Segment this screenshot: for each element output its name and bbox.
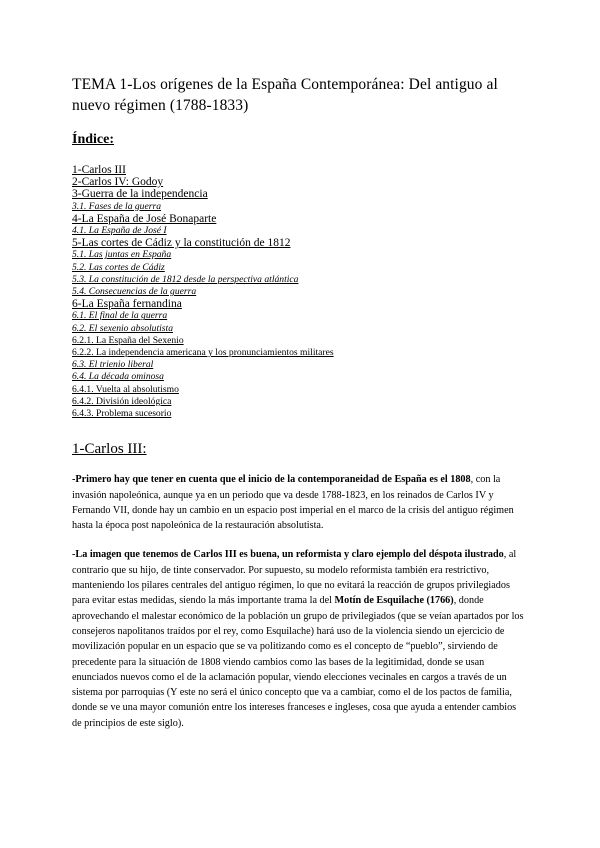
toc-item [72, 176, 528, 188]
toc-link[interactable]: 5-Las cortes de Cádiz y la constitución de 1812 [72, 237, 291, 250]
paragraph [72, 472, 528, 533]
toc-link[interactable]: 6.4.1. Vuelta al absolutismo [72, 383, 179, 395]
toc-item [72, 213, 528, 225]
toc-item [72, 286, 528, 298]
text-run: , donde aprovechando el malestar económico de la población un grupo de privilegiados (que se veían apartados por los consejeros napolitanos traídos por el rey, como Esquilache) hará uso de la violencia siendo un ejercicio de movilización popular en un espacio que se va politizando como es el concepto de “pueblo”, sirviendo de precedente para la situación de 1808 viendo cambios como las bases de la legitimidad, donde se usan enunciados nuevos como el de la aclamación popular, viendo elecciones vecinales en cargos a través de un sistema por parroquias (Y este no será el único concepto que va a cambiar, como el de los pactos de familia, donde se ve una mayor comunión entre los intereses franceses e ingleses, cosa que ayuda a entender cambios de principios de este siglo). [72, 595, 524, 729]
toc-item [72, 371, 528, 383]
toc-link[interactable]: 4.1. La España de José I [72, 225, 167, 237]
document-title: TEMA 1-Los orígenes de la España Contemporánea: Del antiguo al nuevo régimen (1788-1833) [72, 76, 498, 114]
toc-item [72, 188, 528, 200]
toc-link[interactable]: 6.2.2. La independencia americana y los pronunciamientos militares [72, 347, 334, 359]
toc-item [72, 201, 528, 213]
toc-link[interactable]: 1-Carlos III [72, 164, 126, 176]
toc-item [72, 164, 528, 176]
toc-link[interactable]: 6.2.1. La España del Sexenio [72, 334, 184, 346]
text-run: , al contrario que su hijo, de tinte conservador. Por supuesto, su modelo reformista también era restrictivo, manteniendo los pilares centrales del antiguo régimen, lo que no evitará la reacción de grupos privilegiados para evitar estas medidas, siendo la más importante trama la del [72, 549, 517, 607]
toc-item [72, 262, 528, 274]
bold-text: -La imagen que tenemos de Carlos III es buena, un reformista y claro ejemplo del déspota ilustrado [72, 549, 504, 561]
document-page [72, 74, 528, 745]
toc-item [72, 335, 528, 347]
toc-link[interactable]: 6.4.3. Problema sucesorio [72, 408, 172, 420]
toc-link[interactable]: 6.3. El trienio liberal [72, 359, 154, 371]
toc-link[interactable]: 2-Carlos IV: Godoy [72, 176, 164, 189]
bold-text: -Primero hay que tener en cuenta que el inicio de la contemporaneidad de España es el 1808 [72, 474, 471, 486]
toc-item [72, 237, 528, 249]
toc-item [72, 323, 528, 335]
toc-item [72, 408, 528, 420]
body-text [72, 472, 528, 731]
bold-text: Motín de Esquilache (1766) [334, 595, 454, 607]
toc-link[interactable]: 6-La España fernandina [72, 298, 182, 311]
toc-link[interactable]: 6.4. La década ominosa [72, 371, 164, 383]
toc-link[interactable]: 6.1. El final de la guerra [72, 310, 168, 322]
text-run: , con la invasión napoleónica, aunque ya en un periodo que va desde 1788-1823, en los reinados de Carlos IV y Fernando VII, donde hay un cambio en un espacio post imperial en el marco de la crisis del antiguo régimen hasta la época post napoleónica de la restauración absolutista. [72, 474, 514, 532]
toc-item [72, 396, 528, 408]
toc-link[interactable]: 3-Guerra de la independencia [72, 188, 208, 201]
toc-link[interactable]: 4-La España de José Bonaparte [72, 212, 217, 225]
toc-item [72, 310, 528, 322]
toc-link[interactable]: 6.4.2. División ideológica [72, 395, 172, 407]
toc-link[interactable]: 5.3. La constitución de 1812 desde la perspectiva atlántica [72, 273, 299, 285]
toc-item [72, 249, 528, 261]
toc-item [72, 384, 528, 396]
toc-item [72, 359, 528, 371]
toc-item [72, 347, 528, 359]
toc-link[interactable]: 5.1. Las juntas en España [72, 249, 172, 261]
section-heading: 1-Carlos III: [72, 441, 147, 458]
toc-link[interactable]: 3.1. Fases de la guerra [72, 200, 161, 212]
toc-link[interactable]: 5.4. Consecuencias de la guerra [72, 286, 197, 298]
paragraph [72, 547, 528, 731]
toc-item [72, 298, 528, 310]
table-of-contents [72, 164, 528, 420]
toc-item [72, 274, 528, 286]
toc-link[interactable]: 5.2. Las cortes de Cádiz [72, 261, 165, 273]
toc-item [72, 225, 528, 237]
index-heading: Índice: [72, 132, 114, 147]
toc-link[interactable]: 6.2. El sexenio absolutista [72, 322, 173, 334]
